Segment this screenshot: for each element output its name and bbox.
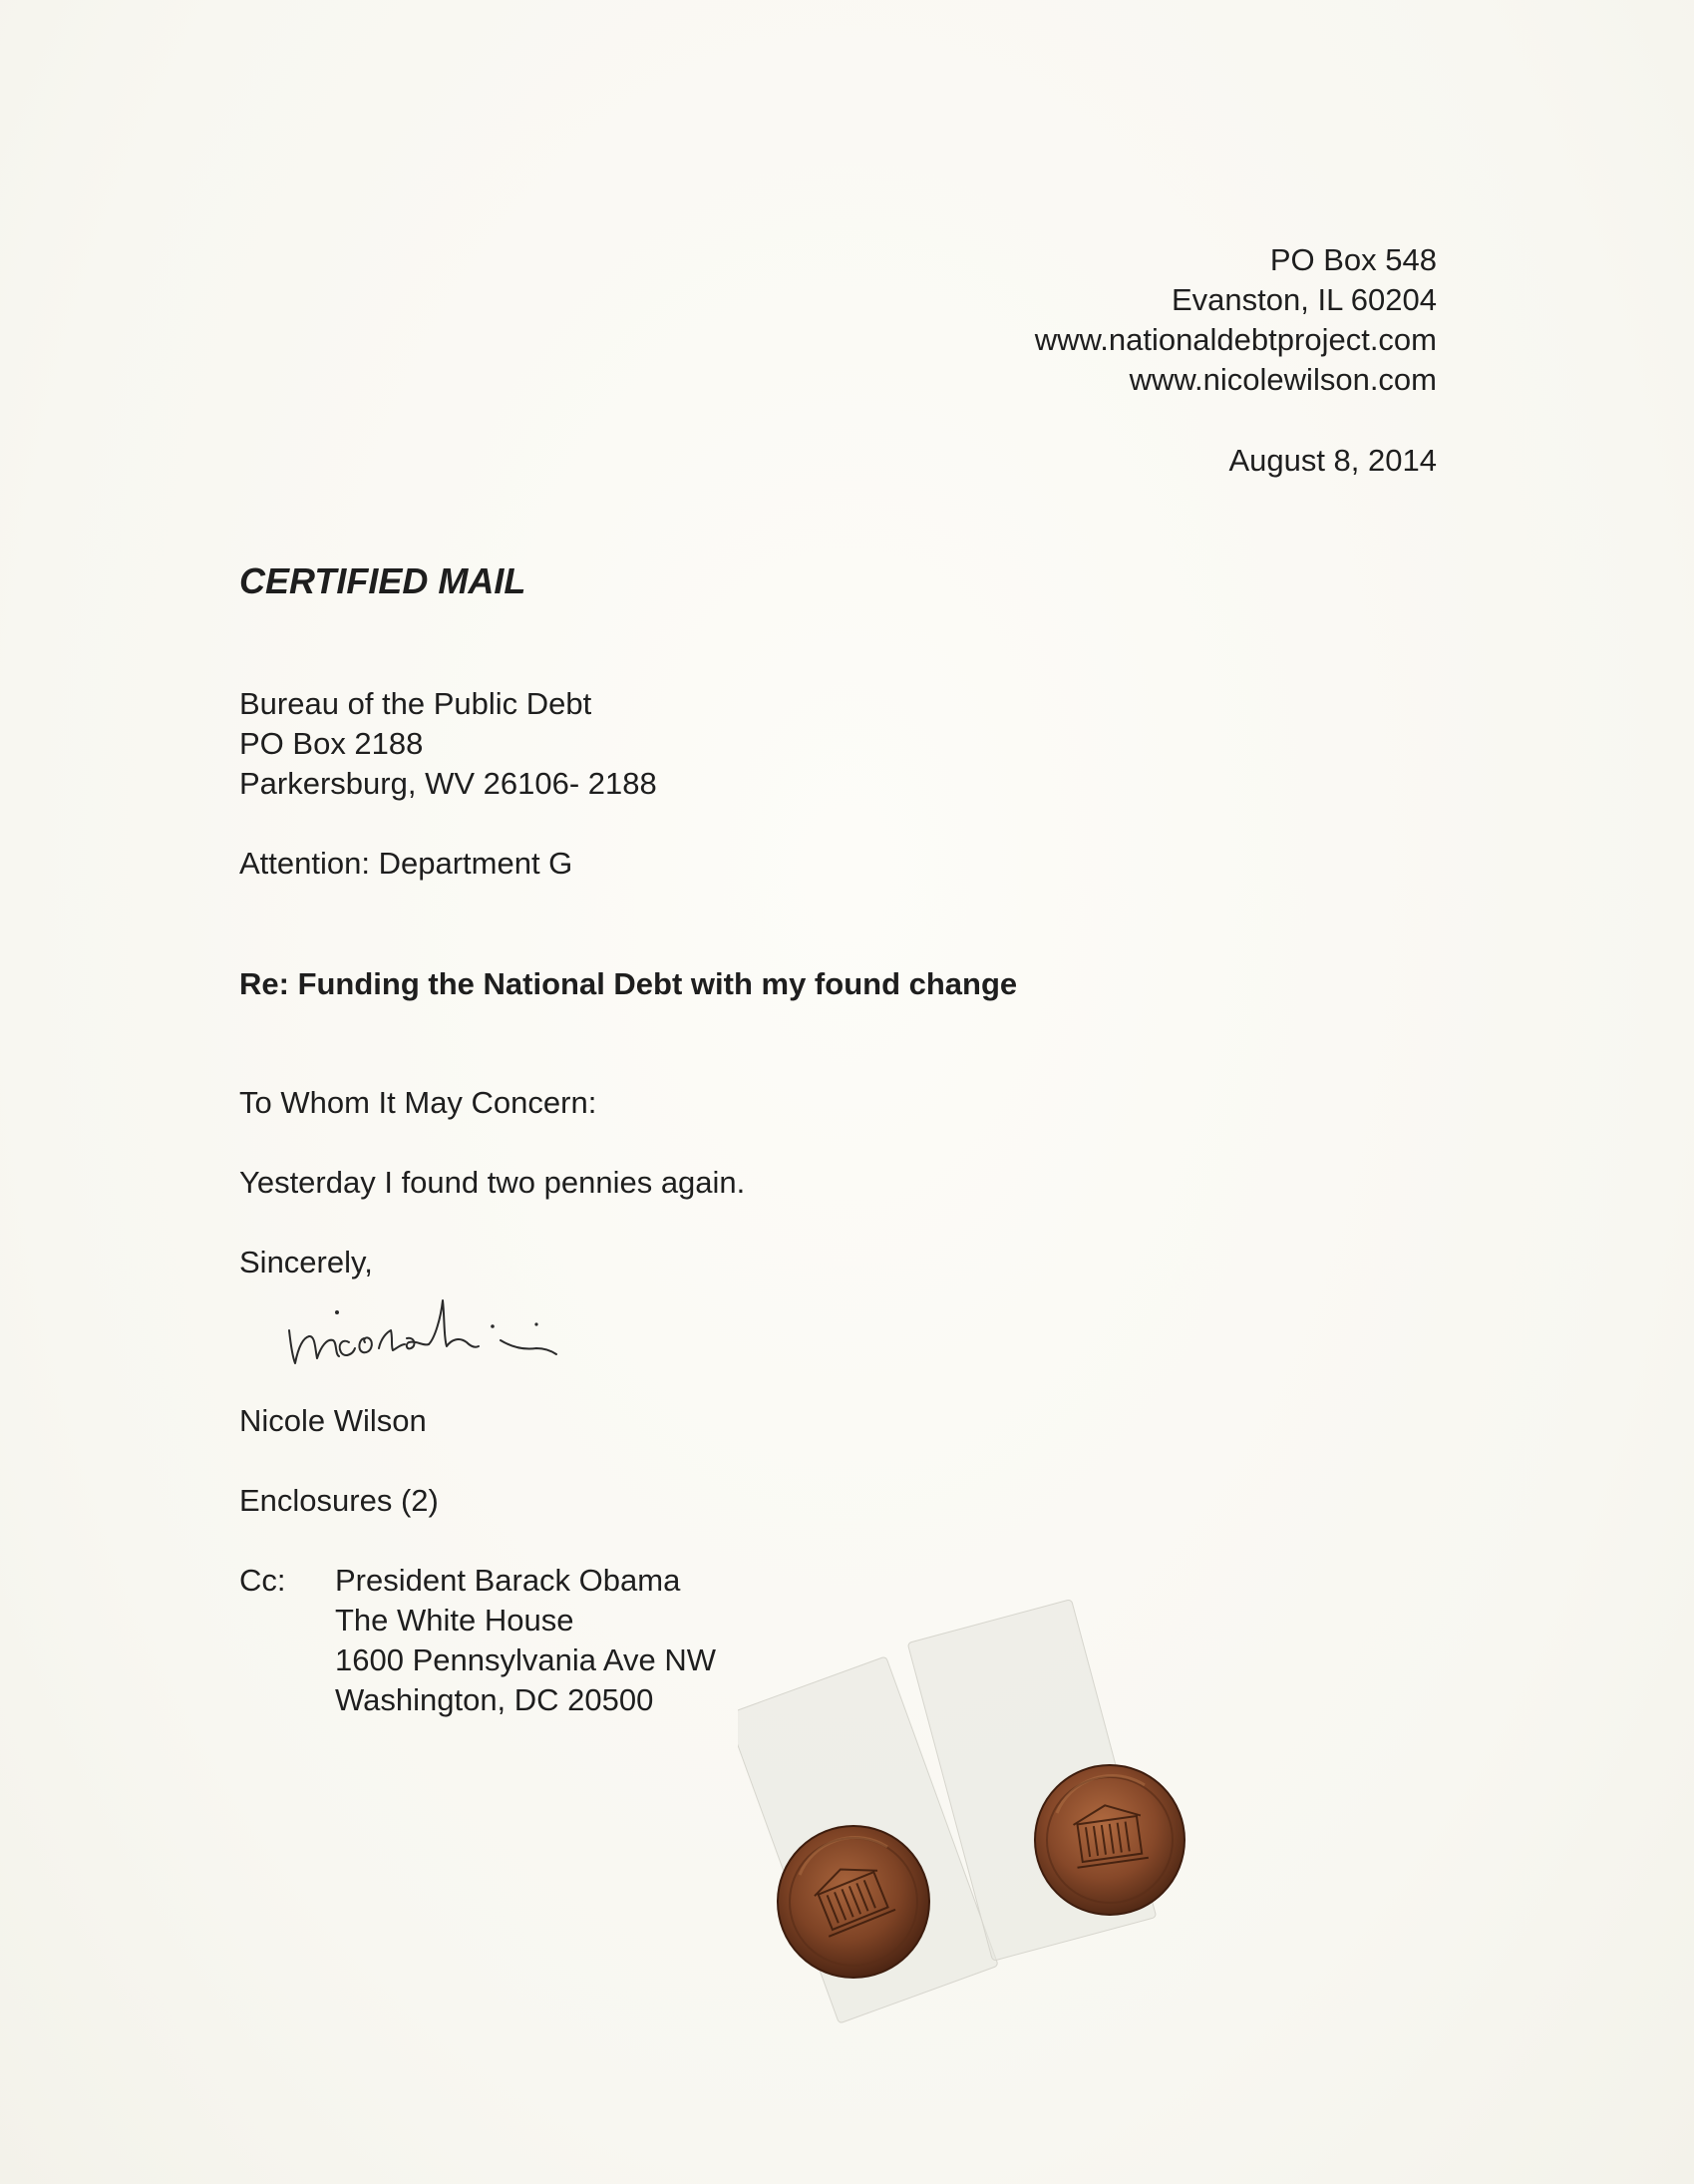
penny-left bbox=[778, 1826, 929, 1978]
taped-pennies bbox=[738, 1596, 1236, 2074]
cc-name: President Barack Obama bbox=[335, 1563, 681, 1598]
subject-line: Re: Funding the National Debt with my found change bbox=[239, 966, 1018, 1001]
penny-right bbox=[1035, 1765, 1185, 1915]
signer-name: Nicole Wilson bbox=[239, 1403, 427, 1438]
recipient-name: Bureau of the Public Debt bbox=[239, 686, 592, 721]
sender-website-1: www.nationaldebtproject.com bbox=[1034, 322, 1437, 357]
recipient-po-box: PO Box 2188 bbox=[239, 726, 424, 761]
cc-recipient bbox=[335, 1561, 716, 1720]
recipient-address bbox=[239, 684, 657, 804]
certified-mail-heading: CERTIFIED MAIL bbox=[239, 560, 526, 601]
salutation: To Whom It May Concern: bbox=[239, 1085, 597, 1120]
letter-body: Yesterday I found two pennies again. bbox=[239, 1165, 746, 1200]
closing: Sincerely, bbox=[239, 1245, 373, 1279]
recipient-city-line: Parkersburg, WV 26106- 2188 bbox=[239, 766, 657, 801]
cc-address-1: The White House bbox=[335, 1603, 574, 1638]
attention-line: Attention: Department G bbox=[239, 846, 573, 881]
sender-address bbox=[1035, 240, 1437, 400]
sender-website-2: www.nicolewilson.com bbox=[1129, 362, 1437, 397]
handwritten-signature bbox=[279, 1259, 618, 1398]
sender-city-line: Evanston, IL 60204 bbox=[1172, 282, 1437, 317]
cc-label: Cc: bbox=[239, 1563, 286, 1598]
letter-date: August 8, 2014 bbox=[1228, 443, 1437, 478]
cc-address-2: 1600 Pennsylvania Ave NW bbox=[335, 1642, 716, 1677]
sender-po-box: PO Box 548 bbox=[1269, 242, 1437, 277]
cc-address-3: Washington, DC 20500 bbox=[335, 1682, 654, 1717]
enclosures-line: Enclosures (2) bbox=[239, 1483, 439, 1518]
